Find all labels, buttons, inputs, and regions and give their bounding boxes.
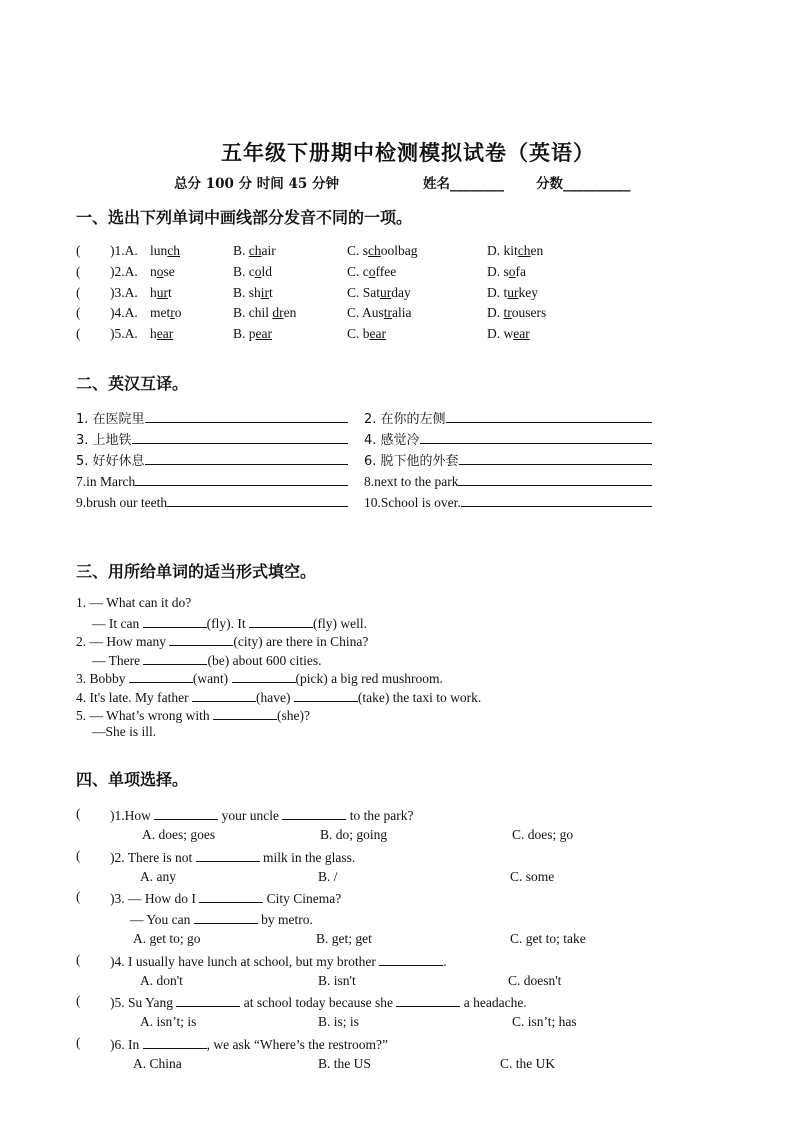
fill-blank[interactable] [129,670,193,683]
translation-item[interactable] [364,473,652,489]
fill-text: (take) the taxi to work. [357,690,482,705]
translation-item[interactable] [364,494,652,510]
translation-prompt: 6. 脱下他的外套 [364,454,459,469]
choice-option-c[interactable]: C. isn’t; has [512,1014,577,1029]
translation-prompt: 1. 在医院里 [76,412,145,427]
fill-line [76,670,443,686]
translation-prompt: 2. 在你的左侧 [364,412,446,427]
fill-text: (fly). It [206,616,249,631]
choice-option-b[interactable]: B. is; is [318,1014,359,1029]
option-d[interactable] [487,327,530,341]
fill-line [92,652,321,668]
option-text: C. c [347,264,369,279]
option-c[interactable] [347,306,412,320]
fill-text: 1. — What can it do? [76,595,192,610]
answer-line[interactable] [458,473,652,486]
option-a[interactable] [150,286,172,300]
choice-blank[interactable] [282,807,346,820]
question-line [110,994,527,1010]
option-text: C. b [347,326,370,341]
fill-blank[interactable] [192,689,256,702]
fill-line [92,725,156,739]
option-text: D. [487,305,504,320]
underlined-letters: ch [167,243,181,258]
option-text: C. Sat [347,285,381,300]
question-text: . [443,954,447,969]
question-text: )3. — How do I [110,891,200,906]
translation-item[interactable] [76,410,348,426]
question-text: — You can [130,912,194,927]
section-3-heading: 三、用所给单词的适当形式填空。 [76,562,317,581]
answer-line[interactable] [132,431,348,444]
name-field[interactable] [423,178,504,192]
translation-item[interactable] [76,452,348,468]
option-text: t [269,285,273,300]
underlined-letters: r [170,305,175,320]
answer-line[interactable] [145,410,348,423]
choice-option-a[interactable]: A. any [140,869,176,884]
underlined-letters: o [508,264,516,279]
fill-blank[interactable] [169,633,233,646]
option-text: lun [150,243,168,258]
option-a[interactable] [150,327,173,341]
answer-bracket[interactable]: ( [76,264,81,279]
option-b[interactable] [233,286,273,300]
fill-text: — There [92,653,144,668]
option-text: B. chil [233,305,273,320]
answer-line[interactable] [167,494,348,507]
question-text: your uncle [218,808,283,823]
question-text: City Cinema? [263,891,342,906]
question-text: a headache. [460,995,527,1010]
underlined-letters: o [368,264,376,279]
choice-option-b[interactable]: B. isn't [318,973,356,988]
question-number: )2.A. [110,264,138,279]
option-c[interactable] [347,244,418,258]
option-text: ffee [375,264,397,279]
fill-blank[interactable] [143,652,207,665]
underlined-letters: ch [248,243,262,258]
option-text: C. s [347,243,369,258]
choice-option-b[interactable]: B. the US [318,1056,371,1071]
choice-option-c[interactable]: C. does; go [512,827,574,842]
option-text: B. p [233,326,256,341]
name-label: 姓名 [423,176,450,192]
choice-blank[interactable] [143,1036,207,1049]
underlined-letters: ear [369,326,386,341]
choice-option-b[interactable]: B. / [318,869,338,884]
underlined-letters: ur [156,285,168,300]
answer-line[interactable] [461,494,652,507]
option-text: ousers [511,305,547,320]
translation-prompt: 3. 上地铁 [76,433,132,448]
choice-option-c[interactable]: C. doesn't [508,973,562,988]
question-line [110,953,447,969]
fill-line [76,596,191,610]
option-b[interactable] [233,265,272,279]
option-text: met [150,305,171,320]
answer-bracket[interactable]: ( [76,889,81,904]
section-1-heading: 一、选出下列单词中画线部分发音不同的一项。 [76,208,413,227]
fill-text: 3. Bobby [76,671,129,686]
fill-blank[interactable] [143,615,207,628]
fill-text: 4. It's late. My father [76,690,193,705]
answer-line[interactable] [459,452,652,465]
option-b[interactable] [233,327,272,341]
option-c[interactable] [347,327,386,341]
question-text: )2. There is not [110,850,196,865]
answer-line[interactable] [135,473,348,486]
option-text: ld [261,264,273,279]
option-text: t [168,285,172,300]
fill-blank[interactable] [213,707,277,720]
answer-bracket[interactable]: ( [76,952,81,967]
question-number: )1.A. [110,243,138,258]
answer-bracket[interactable]: ( [76,848,81,863]
underlined-letters: ear [255,326,272,341]
option-text: D. t [487,285,508,300]
translation-prompt: 4. 感觉冷 [364,433,420,448]
option-c[interactable] [347,286,411,300]
underlined-letters: ear [513,326,530,341]
underlined-letters: ch [368,243,381,258]
fill-text: 2. — How many [76,634,170,649]
option-text: en [283,305,297,320]
question-text: )4. I usually have lunch at school, but my brother [110,954,380,969]
fill-text: — It can [92,616,143,631]
choice-blank[interactable] [396,994,460,1007]
question-line [110,890,341,906]
score-field[interactable] [536,178,631,192]
translation-item[interactable] [76,431,348,447]
question-text: , we ask “Where’s the restroom?” [206,1037,389,1052]
option-text: B. c [233,264,255,279]
fill-line [76,707,310,723]
choice-blank[interactable] [194,911,258,924]
question-line [110,1036,388,1052]
question-text: by metro. [257,912,313,927]
choice-blank[interactable] [176,994,240,1007]
fill-blank[interactable] [294,689,358,702]
option-c[interactable] [347,265,396,279]
underlined-letters: ur [380,285,392,300]
question-text: at school today because she [240,995,397,1010]
fill-line [92,615,367,631]
option-a[interactable] [150,306,182,320]
choice-option-b[interactable]: B. do; going [320,827,388,842]
question-number: )4.A. [110,305,138,320]
question-text: )6. In [110,1037,143,1052]
underlined-letters: tr [503,305,512,320]
option-text: h [150,285,157,300]
choice-blank[interactable] [154,807,218,820]
option-text: o [174,305,182,320]
option-text: day [391,285,411,300]
underlined-letters: ur [507,285,519,300]
name-blank: ________ [450,176,504,192]
answer-bracket[interactable]: ( [76,806,81,821]
option-a[interactable] [150,244,180,258]
exam-info: 总分 100 分 时间 45 分钟 [174,176,339,192]
option-text: C. Aus [347,305,384,320]
translation-prompt: 9.brush our teeth [76,495,168,510]
answer-line[interactable] [446,410,652,423]
page-title: 五年级下册期中检测模拟试卷（英语） [221,140,595,165]
option-text: B. sh [233,285,261,300]
option-text: h [150,326,157,341]
option-text: alia [392,305,412,320]
fill-text: (have) [256,690,294,705]
translation-item[interactable] [364,452,652,468]
choice-option-a[interactable]: A. does; goes [142,827,216,842]
choice-option-a[interactable]: A. isn’t; is [140,1014,197,1029]
answer-line[interactable] [420,431,652,444]
fill-line [76,689,481,705]
choice-blank[interactable] [196,849,260,862]
score-label: 分数 [536,176,563,192]
section-4-heading: 四、单项选择。 [76,770,189,789]
fill-text: —She is ill. [92,724,157,739]
choice-option-c[interactable]: C. the UK [500,1056,556,1071]
fill-blank[interactable] [249,615,313,628]
fill-text: (city) are there in China? [233,634,369,649]
option-text: n [150,264,157,279]
underlined-letters: ir [260,285,270,300]
question-number: )5.A. [110,326,138,341]
option-text: D. w [487,326,514,341]
answer-line[interactable] [145,452,348,465]
translation-prompt: 10.School is over. [364,495,461,510]
question-text: milk in the glass. [259,850,356,865]
fill-text: (want) [192,671,232,686]
choice-option-a[interactable]: A. China [133,1056,182,1071]
translation-item[interactable] [364,410,652,426]
fill-blank[interactable] [232,670,296,683]
underlined-letters: o [156,264,164,279]
option-text: oolbag [380,243,418,258]
fill-text: (be) about 600 cities. [207,653,322,668]
answer-bracket[interactable]: ( [76,305,81,320]
option-d[interactable] [487,265,526,279]
option-b[interactable] [233,306,296,320]
underlined-letters: ear [156,326,174,341]
underlined-letters: dr [272,305,284,320]
option-d[interactable] [487,286,538,300]
answer-bracket[interactable]: ( [76,285,81,300]
option-d[interactable] [487,306,546,320]
question-text: )1.How [110,808,155,823]
underlined-letters: o [254,264,262,279]
question-text: to the park? [346,808,414,823]
option-a[interactable] [150,265,175,279]
answer-bracket[interactable]: ( [76,993,81,1008]
fill-text: 5. — What’s wrong with [76,708,213,723]
choice-option-c[interactable]: C. get to; take [510,931,586,946]
answer-bracket[interactable]: ( [76,1035,81,1050]
option-text: D. s [487,264,509,279]
option-text: D. kit [487,243,518,258]
choice-option-a[interactable]: A. don't [140,973,183,988]
choice-option-c[interactable]: C. some [510,869,555,884]
question-line [110,849,355,865]
option-b[interactable] [233,244,276,258]
section-2-heading: 二、英汉互译。 [76,374,189,393]
option-text: air [261,243,276,258]
answer-bracket[interactable]: ( [76,326,81,341]
translation-item[interactable] [76,494,348,510]
option-d[interactable] [487,244,543,258]
choice-blank[interactable] [379,953,443,966]
question-line [110,807,413,823]
fill-line [76,633,368,649]
choice-blank[interactable] [199,890,263,903]
question-subline [130,911,313,927]
option-text: fa [515,264,527,279]
answer-bracket[interactable]: ( [76,243,81,258]
translation-prompt: 7.in March [76,474,136,489]
fill-text: (pick) a big red mushroom. [295,671,443,686]
question-number: )3.A. [110,285,138,300]
underlined-letters: tr [383,305,393,320]
translation-item[interactable] [364,431,652,447]
underlined-letters: ch [517,243,531,258]
option-text: B. [233,243,249,258]
option-text: se [163,264,175,279]
choice-option-a[interactable]: A. get to; go [133,931,201,946]
score-blank: __________ [563,176,631,192]
fill-text: (she)? [277,708,310,723]
option-text: key [518,285,538,300]
option-text: en [530,243,544,258]
translation-item[interactable] [76,473,348,489]
question-text: )5. Su Yang [110,995,177,1010]
choice-option-b[interactable]: B. get; get [316,931,372,946]
fill-text: (fly) well. [312,616,367,631]
translation-prompt: 8.next to the park [364,474,459,489]
translation-prompt: 5. 好好休息 [76,454,145,469]
